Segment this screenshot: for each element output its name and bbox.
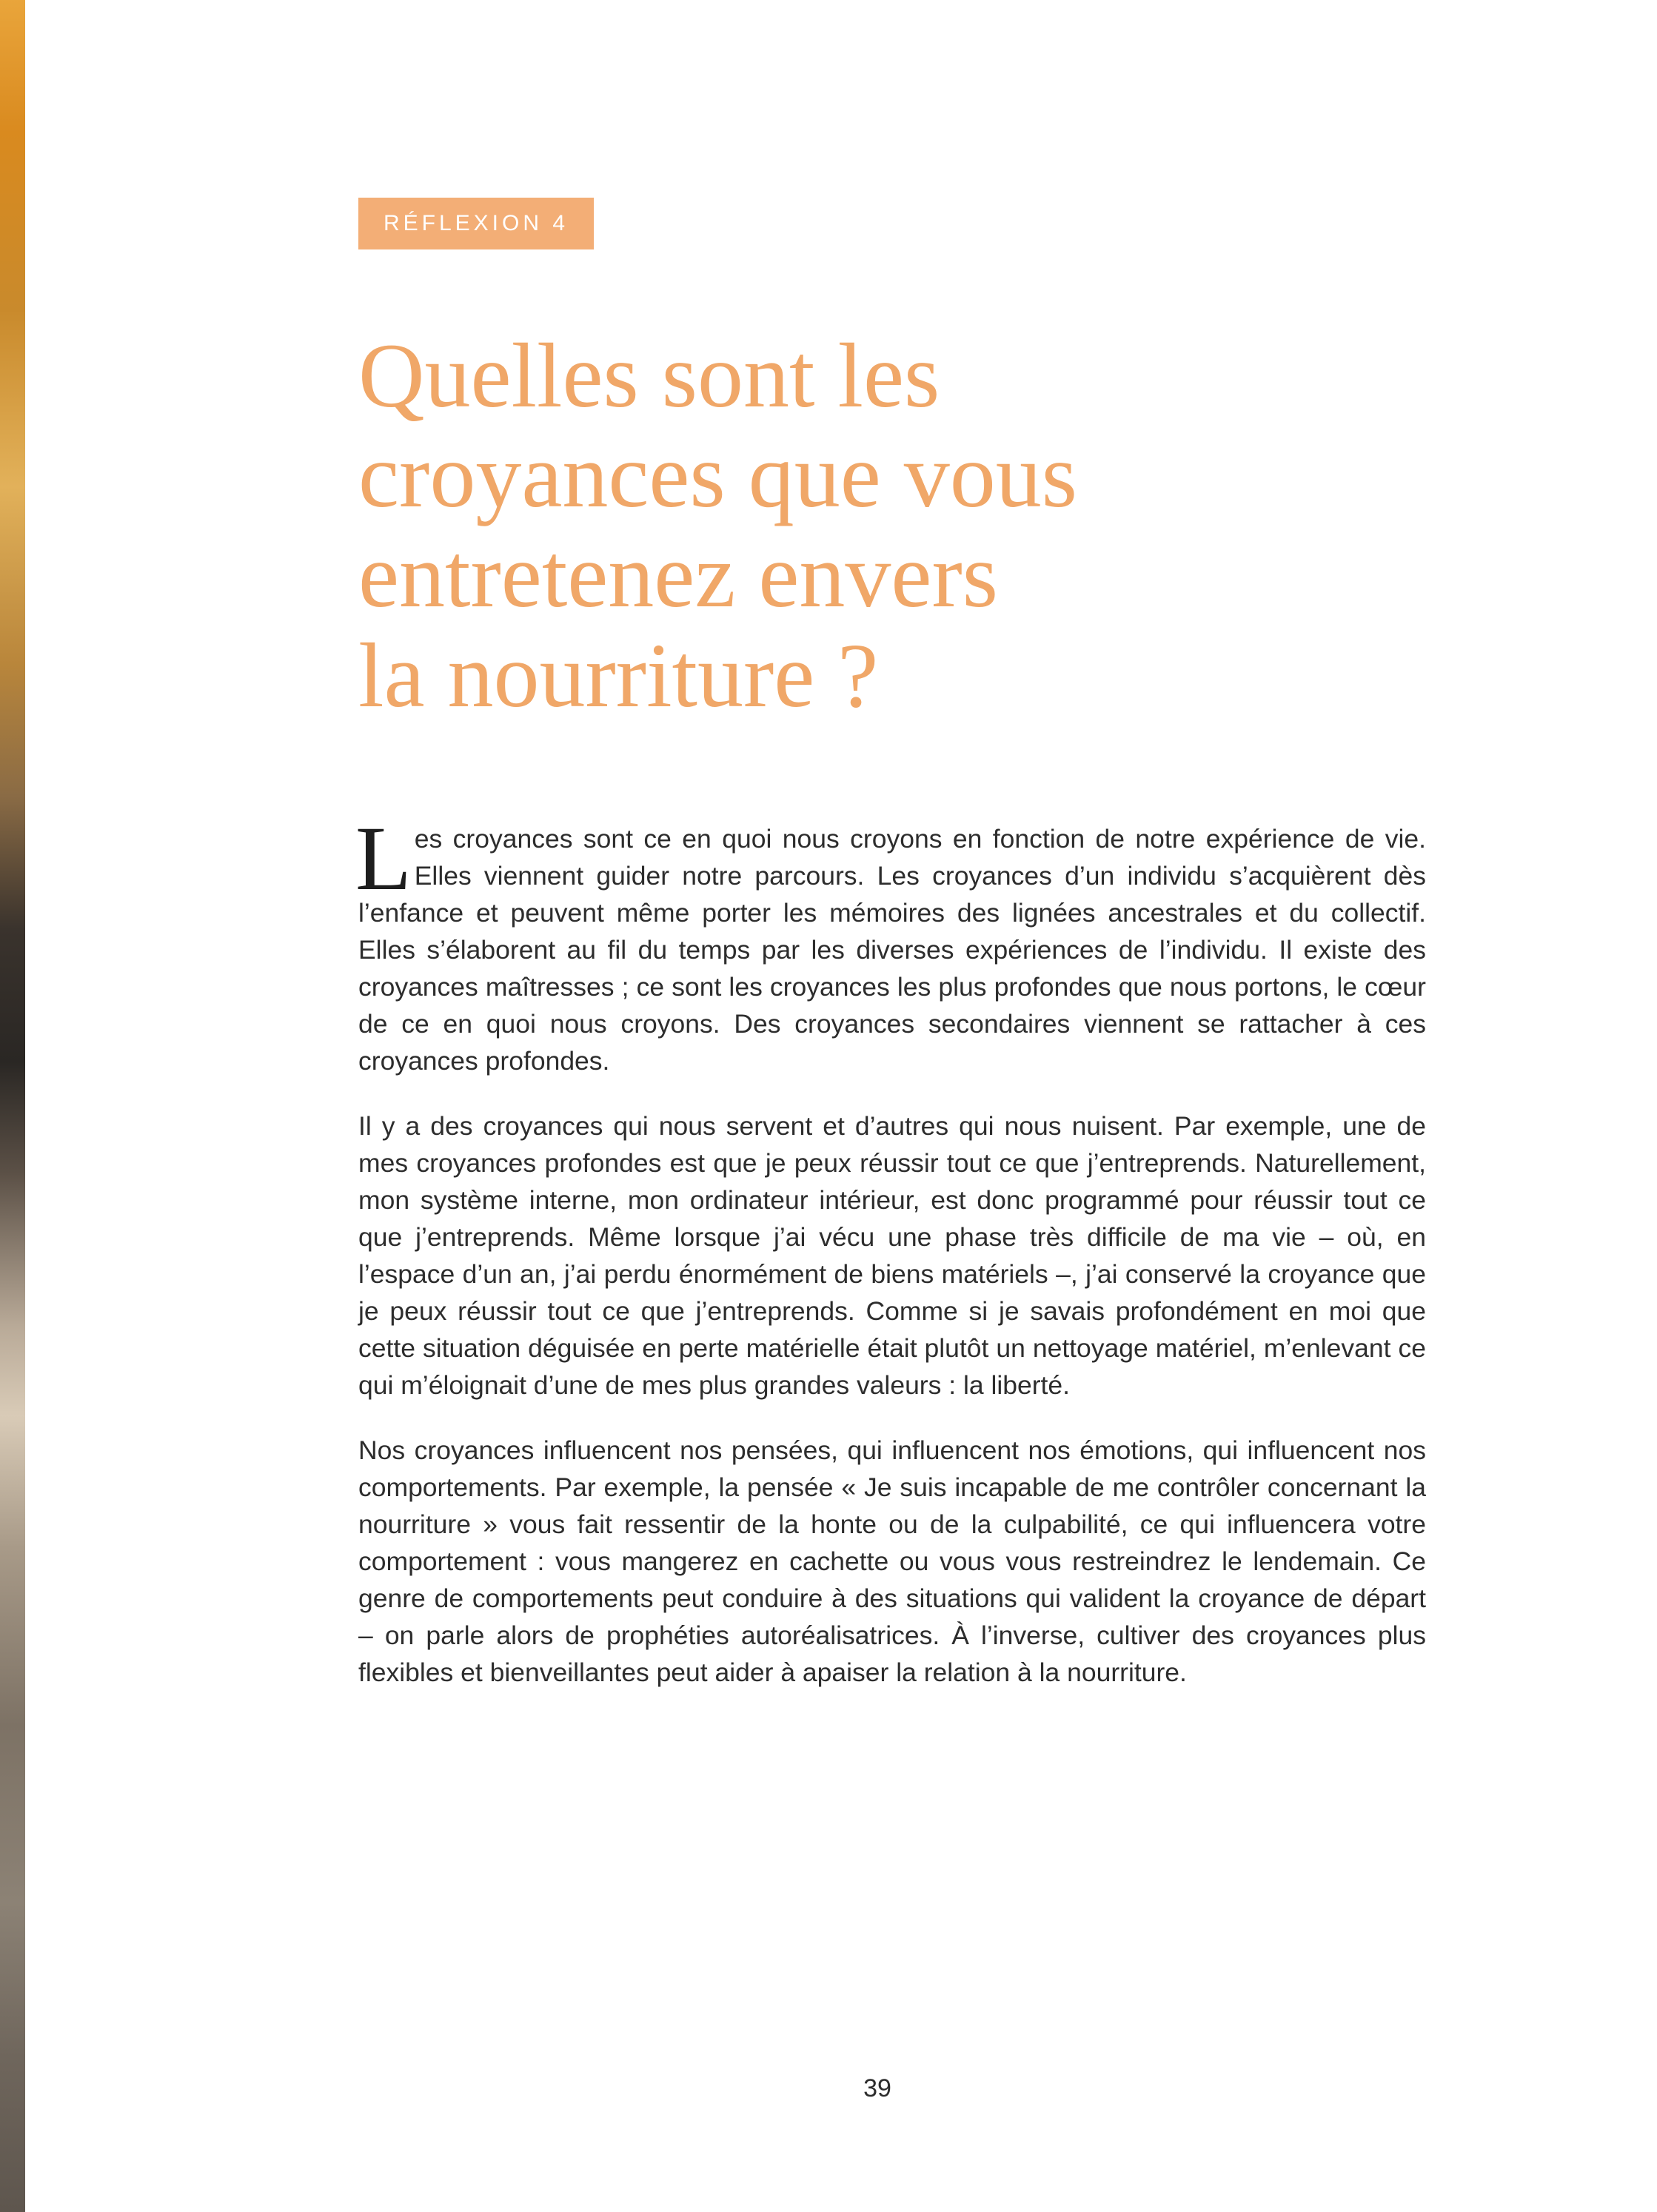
- paragraph: [355, 808, 1426, 1079]
- body-text: [355, 808, 1426, 1719]
- drop-cap: L: [355, 808, 412, 909]
- paragraph: Il y a des croyances qui nous servent et d’autres qui nous nuisent. Par exemple, une de mes croyances profondes est que je peux réussir tout ce que j’entreprends. Naturellement, mon système interne, mon ordinateur intérieur, est donc programmé pour réussir tout ce que j’entreprends. Même lorsque j’ai vécu une phase très difficile de ma vie – où, en l’espace d’un an, j’ai perdu énormément de biens matériels –, j’ai conservé la croyance que je peux réussir tout ce que j’entreprends. Comme si je savais profondément en moi que cette situation déguisée en perte matérielle était plutôt un nettoyage matériel, m’enlevant ce qui m’éloignait d’une de mes plus grandes valeurs : la liberté.: [358, 1111, 1426, 1400]
- paragraph-text: es croyances sont ce en quoi nous croyons en fonction de notre expérience de vie. Elles viennent guider notre parcours. Les croyances d’un individu s’acquièrent dès l’enfance et peuvent même porter les mémoires des lignées ancestrales et du collectif. Elles s’élaborent au fil du temps par les diverses expériences de l’individu. Il existe des croyances maîtresses ; ce sont les croyances les plus profondes que nous portons, le cœur de ce en quoi nous croyons. Des croyances secondaires viennent se rattacher à ces croyances profondes.: [358, 824, 1426, 1076]
- side-photo-strip: [0, 0, 25, 2212]
- title-line: croyances que vous: [358, 425, 1077, 526]
- title-line: entretenez envers: [358, 525, 999, 626]
- page-number: 39: [863, 2074, 891, 2102]
- paragraph: Nos croyances influencent nos pensées, qui influencent nos émotions, qui influencent nos comportements. Par exemple, la pensée « Je suis incapable de me contrôler concernant la nourriture » vous fait ressentir de la honte ou de la culpabilité, ce qui influencera votre comportement : vous mangerez en cachette ou vous vous restreindrez le lendemain. Ce genre de comportements peut conduire à des situations qui valident la croyance de départ – on parle alors de prophéties autoréalisatrices. À l’inverse, cultiver des croyances plus flexibles et bienveillantes peut aider à apaiser la relation à la nourriture.: [358, 1435, 1426, 1687]
- title-line: la nourriture ?: [358, 625, 879, 726]
- page-title: [358, 326, 1469, 725]
- title-line: Quelles sont les: [358, 325, 940, 426]
- section-tag: RÉFLEXION 4: [358, 198, 594, 249]
